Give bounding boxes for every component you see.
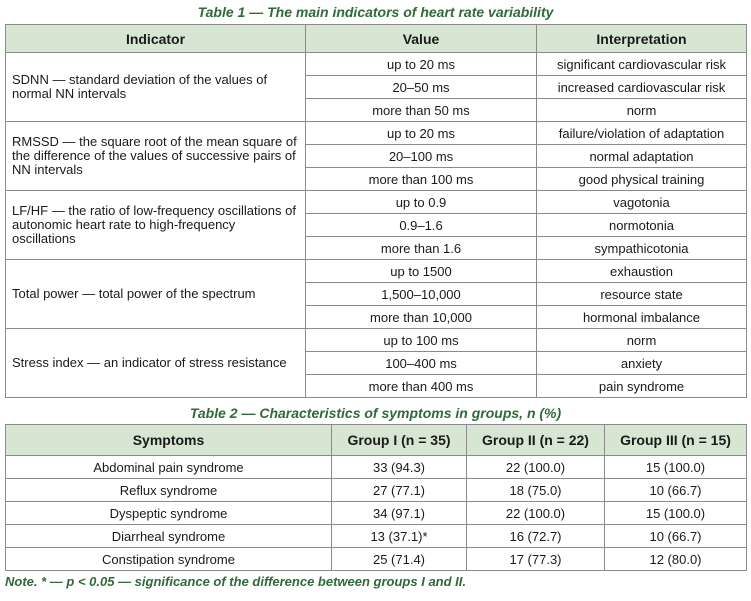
indicator-cell: SDNN — standard deviation of the values of normal NN intervals (6, 53, 306, 122)
group-3-cell: 15 (100.0) (605, 502, 747, 525)
header-symptoms: Symptoms (6, 425, 332, 456)
interpretation-cell: good physical training (537, 168, 747, 191)
value-cell: up to 20 ms (306, 122, 537, 145)
group-3-cell: 15 (100.0) (605, 456, 747, 479)
table-row (6, 260, 747, 283)
value-cell: 20–50 ms (306, 76, 537, 99)
table-row (6, 479, 747, 502)
symptom-cell: Constipation syndrome (6, 548, 332, 571)
value-cell: more than 400 ms (306, 375, 537, 398)
group-1-cell: 25 (71.4) (332, 548, 467, 571)
group-1-cell: 33 (94.3) (332, 456, 467, 479)
group-1-cell: 34 (97.1) (332, 502, 467, 525)
interpretation-cell: anxiety (537, 352, 747, 375)
value-cell: up to 1500 (306, 260, 537, 283)
hrv-indicators-table (5, 24, 747, 398)
value-cell: more than 1.6 (306, 237, 537, 260)
group-2-cell: 18 (75.0) (467, 479, 605, 502)
group-3-cell: 10 (66.7) (605, 525, 747, 548)
value-cell: more than 100 ms (306, 168, 537, 191)
table-row (6, 456, 747, 479)
interpretation-cell: sympathicotonia (537, 237, 747, 260)
symptoms-table (5, 424, 747, 571)
group-2-cell: 22 (100.0) (467, 456, 605, 479)
table-row (6, 502, 747, 525)
indicator-cell: RMSSD — the square root of the mean square of the difference of the values of successive pairs of NN intervals (6, 122, 306, 191)
symptom-cell: Abdominal pain syndrome (6, 456, 332, 479)
symptom-cell: Reflux syndrome (6, 479, 332, 502)
header-indicator: Indicator (6, 25, 306, 53)
symptom-cell: Dyspeptic syndrome (6, 502, 332, 525)
value-cell: up to 100 ms (306, 329, 537, 352)
indicator-cell: LF/HF — the ratio of low-frequency oscillations of autonomic heart rate to high-frequency oscillations (6, 191, 306, 260)
value-cell: 100–400 ms (306, 352, 537, 375)
table-note: Note. * — p < 0.05 — significance of the difference between groups I and II. (5, 574, 466, 589)
interpretation-cell: norm (537, 329, 747, 352)
interpretation-cell: vagotonia (537, 191, 747, 214)
header-group-2: Group II (n = 22) (467, 425, 605, 456)
value-cell: 0.9–1.6 (306, 214, 537, 237)
group-3-cell: 12 (80.0) (605, 548, 747, 571)
interpretation-cell: pain syndrome (537, 375, 747, 398)
interpretation-cell: increased cardiovascular risk (537, 76, 747, 99)
table-row (6, 525, 747, 548)
table2-header-row (6, 425, 747, 456)
table-row (6, 191, 747, 214)
table2-caption: Table 2 — Characteristics of symptoms in groups, n (%) (189, 405, 562, 421)
group-2-cell: 17 (77.3) (467, 548, 605, 571)
value-cell: up to 0.9 (306, 191, 537, 214)
header-value: Value (306, 25, 537, 53)
value-cell: more than 10,000 (306, 306, 537, 329)
interpretation-cell: norm (537, 99, 747, 122)
interpretation-cell: failure/violation of adaptation (537, 122, 747, 145)
group-1-cell: 27 (77.1) (332, 479, 467, 502)
group-1-cell: 13 (37.1)* (332, 525, 467, 548)
group-2-cell: 22 (100.0) (467, 502, 605, 525)
interpretation-cell: resource state (537, 283, 747, 306)
table1-header-row (6, 25, 747, 53)
symptom-cell: Diarrheal syndrome (6, 525, 332, 548)
header-interpretation: Interpretation (537, 25, 747, 53)
interpretation-cell: hormonal imbalance (537, 306, 747, 329)
value-cell: 1,500–10,000 (306, 283, 537, 306)
interpretation-cell: normotonia (537, 214, 747, 237)
interpretation-cell: exhaustion (537, 260, 747, 283)
indicator-cell: Total power — total power of the spectrum (6, 260, 306, 329)
table-row (6, 122, 747, 145)
header-group-3: Group III (n = 15) (605, 425, 747, 456)
table-row (6, 53, 747, 76)
value-cell: up to 20 ms (306, 53, 537, 76)
interpretation-cell: significant cardiovascular risk (537, 53, 747, 76)
table-row (6, 548, 747, 571)
group-2-cell: 16 (72.7) (467, 525, 605, 548)
interpretation-cell: normal adaptation (537, 145, 747, 168)
header-group-1: Group I (n = 35) (332, 425, 467, 456)
value-cell: more than 50 ms (306, 99, 537, 122)
table-row (6, 329, 747, 352)
indicator-cell: Stress index — an indicator of stress resistance (6, 329, 306, 398)
table1-caption: Table 1 — The main indicators of heart rate variability (197, 4, 554, 20)
value-cell: 20–100 ms (306, 145, 537, 168)
group-3-cell: 10 (66.7) (605, 479, 747, 502)
